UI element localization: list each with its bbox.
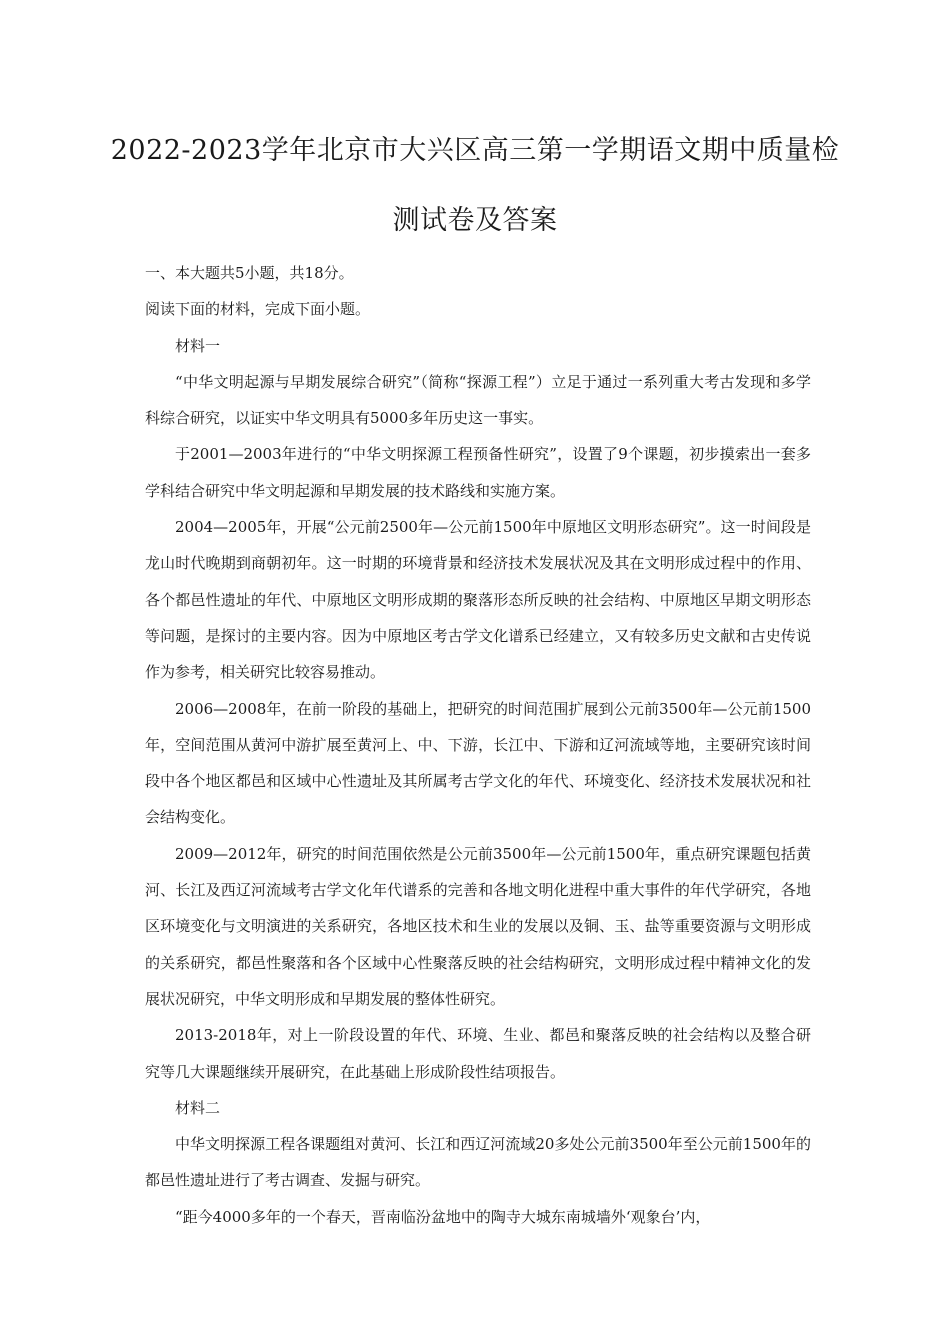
material-1-paragraph: 2004—2005年，开展“公元前2500年—公元前1500年中原地区文明形态研究”。这一时间段是龙山时代晚期到商朝初年。这一时期的环境背景和经济技术发展状况及其在文明形成过程中的作用、各个都邑性遗址的年代、中原地区文明形成期的聚落形态所反映的社会结构、中原地区早期文明形态等问题，是探讨的主要内容。因为中原地区考古学文化谱系已经建立，又有较多历史文献和古史传说作为参考，相关研究比较容易推动。	[145, 518, 811, 682]
material-1-paragraph: 2013-2018年，对上一阶段设置的年代、环境、生业、都邑和聚落反映的社会结构以及整合研究等几大课题继续开展研究，在此基础上形成阶段性结项报告。	[145, 1026, 811, 1081]
material-1-paragraph: 2006—2008年，在前一阶段的基础上，把研究的时间范围扩展到公元前3500年—公元前1500年，空间范围从黄河中游扩展至黄河上、中、下游，长江中、下游和辽河流域等地，主要研究该时间段中各个地区都邑和区域中心性遗址及其所属考古学文化的年代、环境变化、经济技术发展状况和社会结构变化。	[145, 699, 811, 827]
section-heading: 一、本大题共5小题，共18分。	[145, 264, 354, 282]
material-1-paragraph: “中华文明起源与早期发展综合研究”（简称“探源工程”）立足于通过一系列重大考古发现和多学科综合研究，以证实中华文明具有5000多年历史这一事实。	[145, 372, 811, 428]
document-body	[145, 255, 811, 1235]
material-1-label: 材料一	[175, 336, 221, 355]
instruction-text: 阅读下面的材料，完成下面小题。	[145, 300, 371, 319]
material-1-paragraph: 于2001—2003年进行的“中华文明探源工程预备性研究”，设置了9个课题，初步摸索出一套多学科结合研究中华文明起源和早期发展的技术路线和实施方案。	[145, 445, 811, 500]
material-2-paragraph: “距今4000多年的一个春天，晋南临汾盆地中的陶寺大城东南城墙外‘观象台’内，	[175, 1207, 711, 1226]
material-2-label: 材料二	[175, 1098, 221, 1117]
material-1-paragraph: 2009—2012年，研究的时间范围依然是公元前3500年—公元前1500年，重点研究课题包括黄河、长江及西辽河流域考古学文化年代谱系的完善和各地文明化进程中重大事件的年代学研究，各地区环境变化与文明演进的关系研究，各地区技术和生业的发展以及铜、玉、盐等重要资源与文明形成的关系研究，都邑性聚落和各个区域中心性聚落反映的社会结构研究，文明形成过程中精神文化的发展状况研究，中华文明形成和早期发展的整体性研究。	[145, 844, 811, 1008]
material-2-paragraph: 中华文明探源工程各课题组对黄河、长江和西辽河流域20多处公元前3500年至公元前1500年的都邑性遗址进行了考古调查、发掘与研究。	[145, 1135, 811, 1190]
document-title-line-1: 2022-2023学年北京市大兴区高三第一学期语文期中质量检	[110, 135, 840, 166]
document-title-line-2: 测试卷及答案	[392, 205, 558, 236]
